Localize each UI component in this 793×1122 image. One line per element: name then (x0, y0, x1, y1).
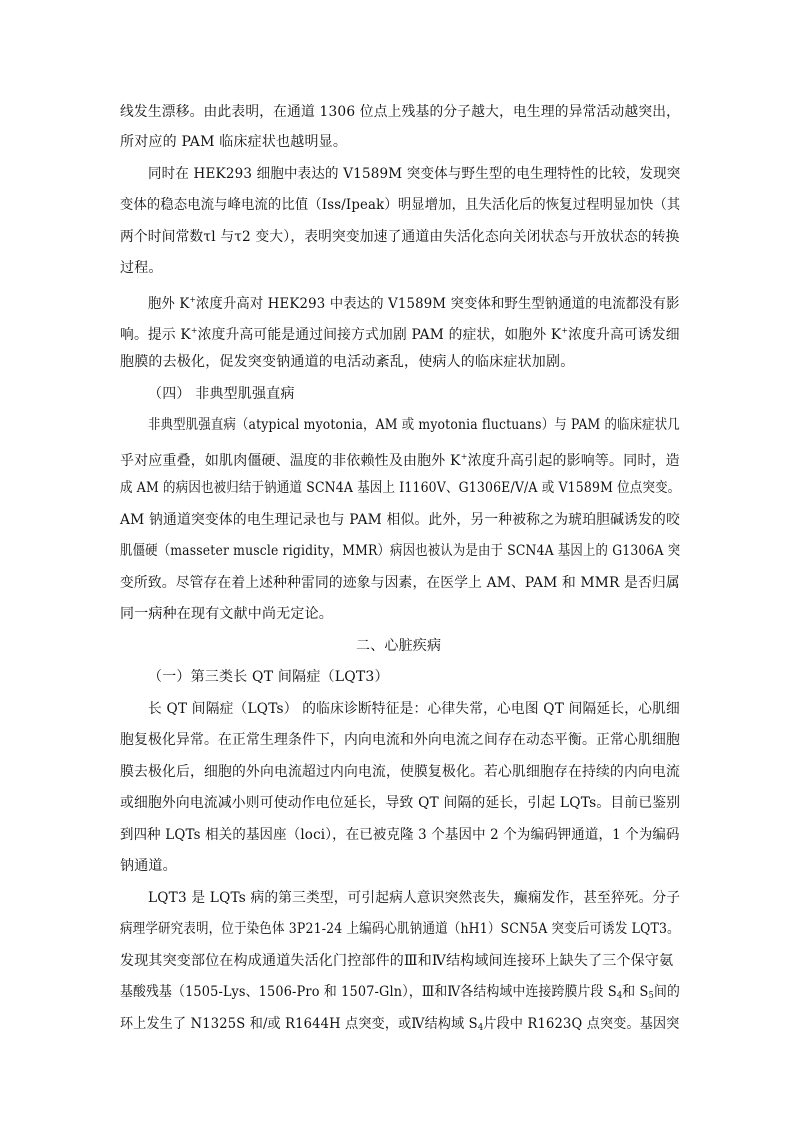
text-line: 胞膜的去极化，促发突变钠通道的电活动紊乱，使病人的临床症状加剧。 (120, 354, 575, 370)
text-line: 胞外 K+浓度升高对 HEK293 中表达的 V1589M 突变体和野生型钠通道的电流都没有影 (148, 295, 680, 312)
text-line: 变体的稳态电流与峰电流的比值（Iss/Ipeak）明显增加，且失活化后的恢复过程明显加快（其 (120, 197, 681, 213)
text-line: 到四种 LQTs 相关的基因座（loci），在已被克隆 3 个基因中 2 个为编码钾通道，1 个为编码 (120, 827, 680, 843)
text-line: LQT3 是 LQTs 病的第三类型，可引起病人意识突然丧失，癫痫发作，甚至猝死。分子 (148, 890, 681, 906)
superscript-plus: + (460, 452, 468, 461)
text-line: 环上发生了 N1325S 和/或 R1644H 点突变，或Ⅳ结构域 $S_4$片段中 R1623Q 点突变。基因突 (120, 1016, 680, 1033)
chapter-heading: 二、心脏疾病 (356, 638, 442, 654)
text-line: 变所致。尽管存在着上述种种雷同的迹象与因素，在医学上 AM、PAM 和 MMR 是否归属 (120, 575, 680, 591)
text-line: 膜去极化后，细胞的外向电流超过内向电流，使膜复极化。若心肌细胞存在持续的内向电流 (120, 764, 680, 780)
text-line: 线发生漂移。由此表明，在通道 1306 位点上残基的分子越大，电生理的异常活动越突出， (120, 104, 681, 120)
text-line: 所对应的 PAM 临床症状也越明显。 (120, 134, 348, 150)
text-line: 发现其突变部位在构成通道失活化门控部件的Ⅲ和Ⅳ结构域间连接环上缺失了三个保守氨 (120, 953, 674, 969)
text-line: 肌僵硬（masseter muscle rigidity，MMR）病因也被认为是由于 SCN4A 基因上的 G1306A 突 (120, 543, 681, 559)
superscript-plus: + (190, 326, 198, 335)
text-line: AM 钠通道突变体的电生理记录也与 PAM 相似。此外，另一种被称之为琥珀胆碱诱发的咬 (120, 512, 680, 528)
text-line: 基酸残基（1505-Lys、1506-Pro 和 1507-Gln），Ⅲ和Ⅳ各结构域中连接跨膜片段 $S_4$和 $S_5$间的 (120, 984, 680, 1001)
text-line: 胞复极化异常。在正常生理条件下，内向电流和外向电流之间存在动态平衡。正常心肌细胞 (120, 732, 680, 748)
text-line: 非典型肌强直病（atypical myotonia，AM 或 myotonia fluctuans）与 PAM 的临床症状几 (148, 417, 680, 433)
text-line: 两个时间常数τl 与τ2 变大），表明突变加速了通道由失活化态向关闭状态与开放状态的转换 (120, 229, 680, 245)
subscript-5: 5 (648, 991, 654, 1001)
text-line: 或细胞外向电流减小则可使动作电位延长，导致 QT 间隔的延长，引起 LQTs。目前已鉴别 (120, 795, 681, 811)
text-line: 成 AM 的病因也被归结于钠通道 SCN4A 基因上 I1160V、G1306E/V/A 或 V1589M 位点突变。 (120, 480, 681, 496)
text-line: 乎对应重叠，如肌肉僵硬、温度的非依赖性及由胞外 K+浓度升高引起的影响等。同时，造 (120, 452, 680, 469)
subscript-4: 4 (477, 1023, 484, 1033)
section-heading: （一）第三类长 QT 间隔症（LQT3） (148, 669, 389, 685)
text-line: 同一病种在现有文献中尚无定论。 (120, 606, 333, 622)
superscript-plus: + (189, 295, 197, 304)
superscript-plus: + (561, 326, 569, 335)
text-line: 病理学研究表明，位于染色体 3P21-24 上编码心肌钠通道（hH1）SCN5A 突变后可诱发 LQT3。 (120, 921, 680, 937)
text-line: 长 QT 间隔症（LQTs） 的临床诊断特征是：心律失常，心电图 QT 间隔延长，心肌细 (148, 701, 680, 717)
text-line: 响。提示 K+浓度升高可能是通过间接方式加剧 PAM 的症状，如胞外 K+浓度升高可诱发细 (120, 326, 680, 343)
subscript-4: 4 (616, 991, 623, 1001)
text-line: 过程。 (120, 260, 163, 276)
text-line: 同时在 HEK293 细胞中表达的 V1589M 突变体与野生型的电生理特性的比较，发现突 (148, 166, 681, 182)
section-heading: （四） 非典型肌强直病 (148, 386, 295, 402)
text-line: 钠通道。 (120, 858, 177, 874)
